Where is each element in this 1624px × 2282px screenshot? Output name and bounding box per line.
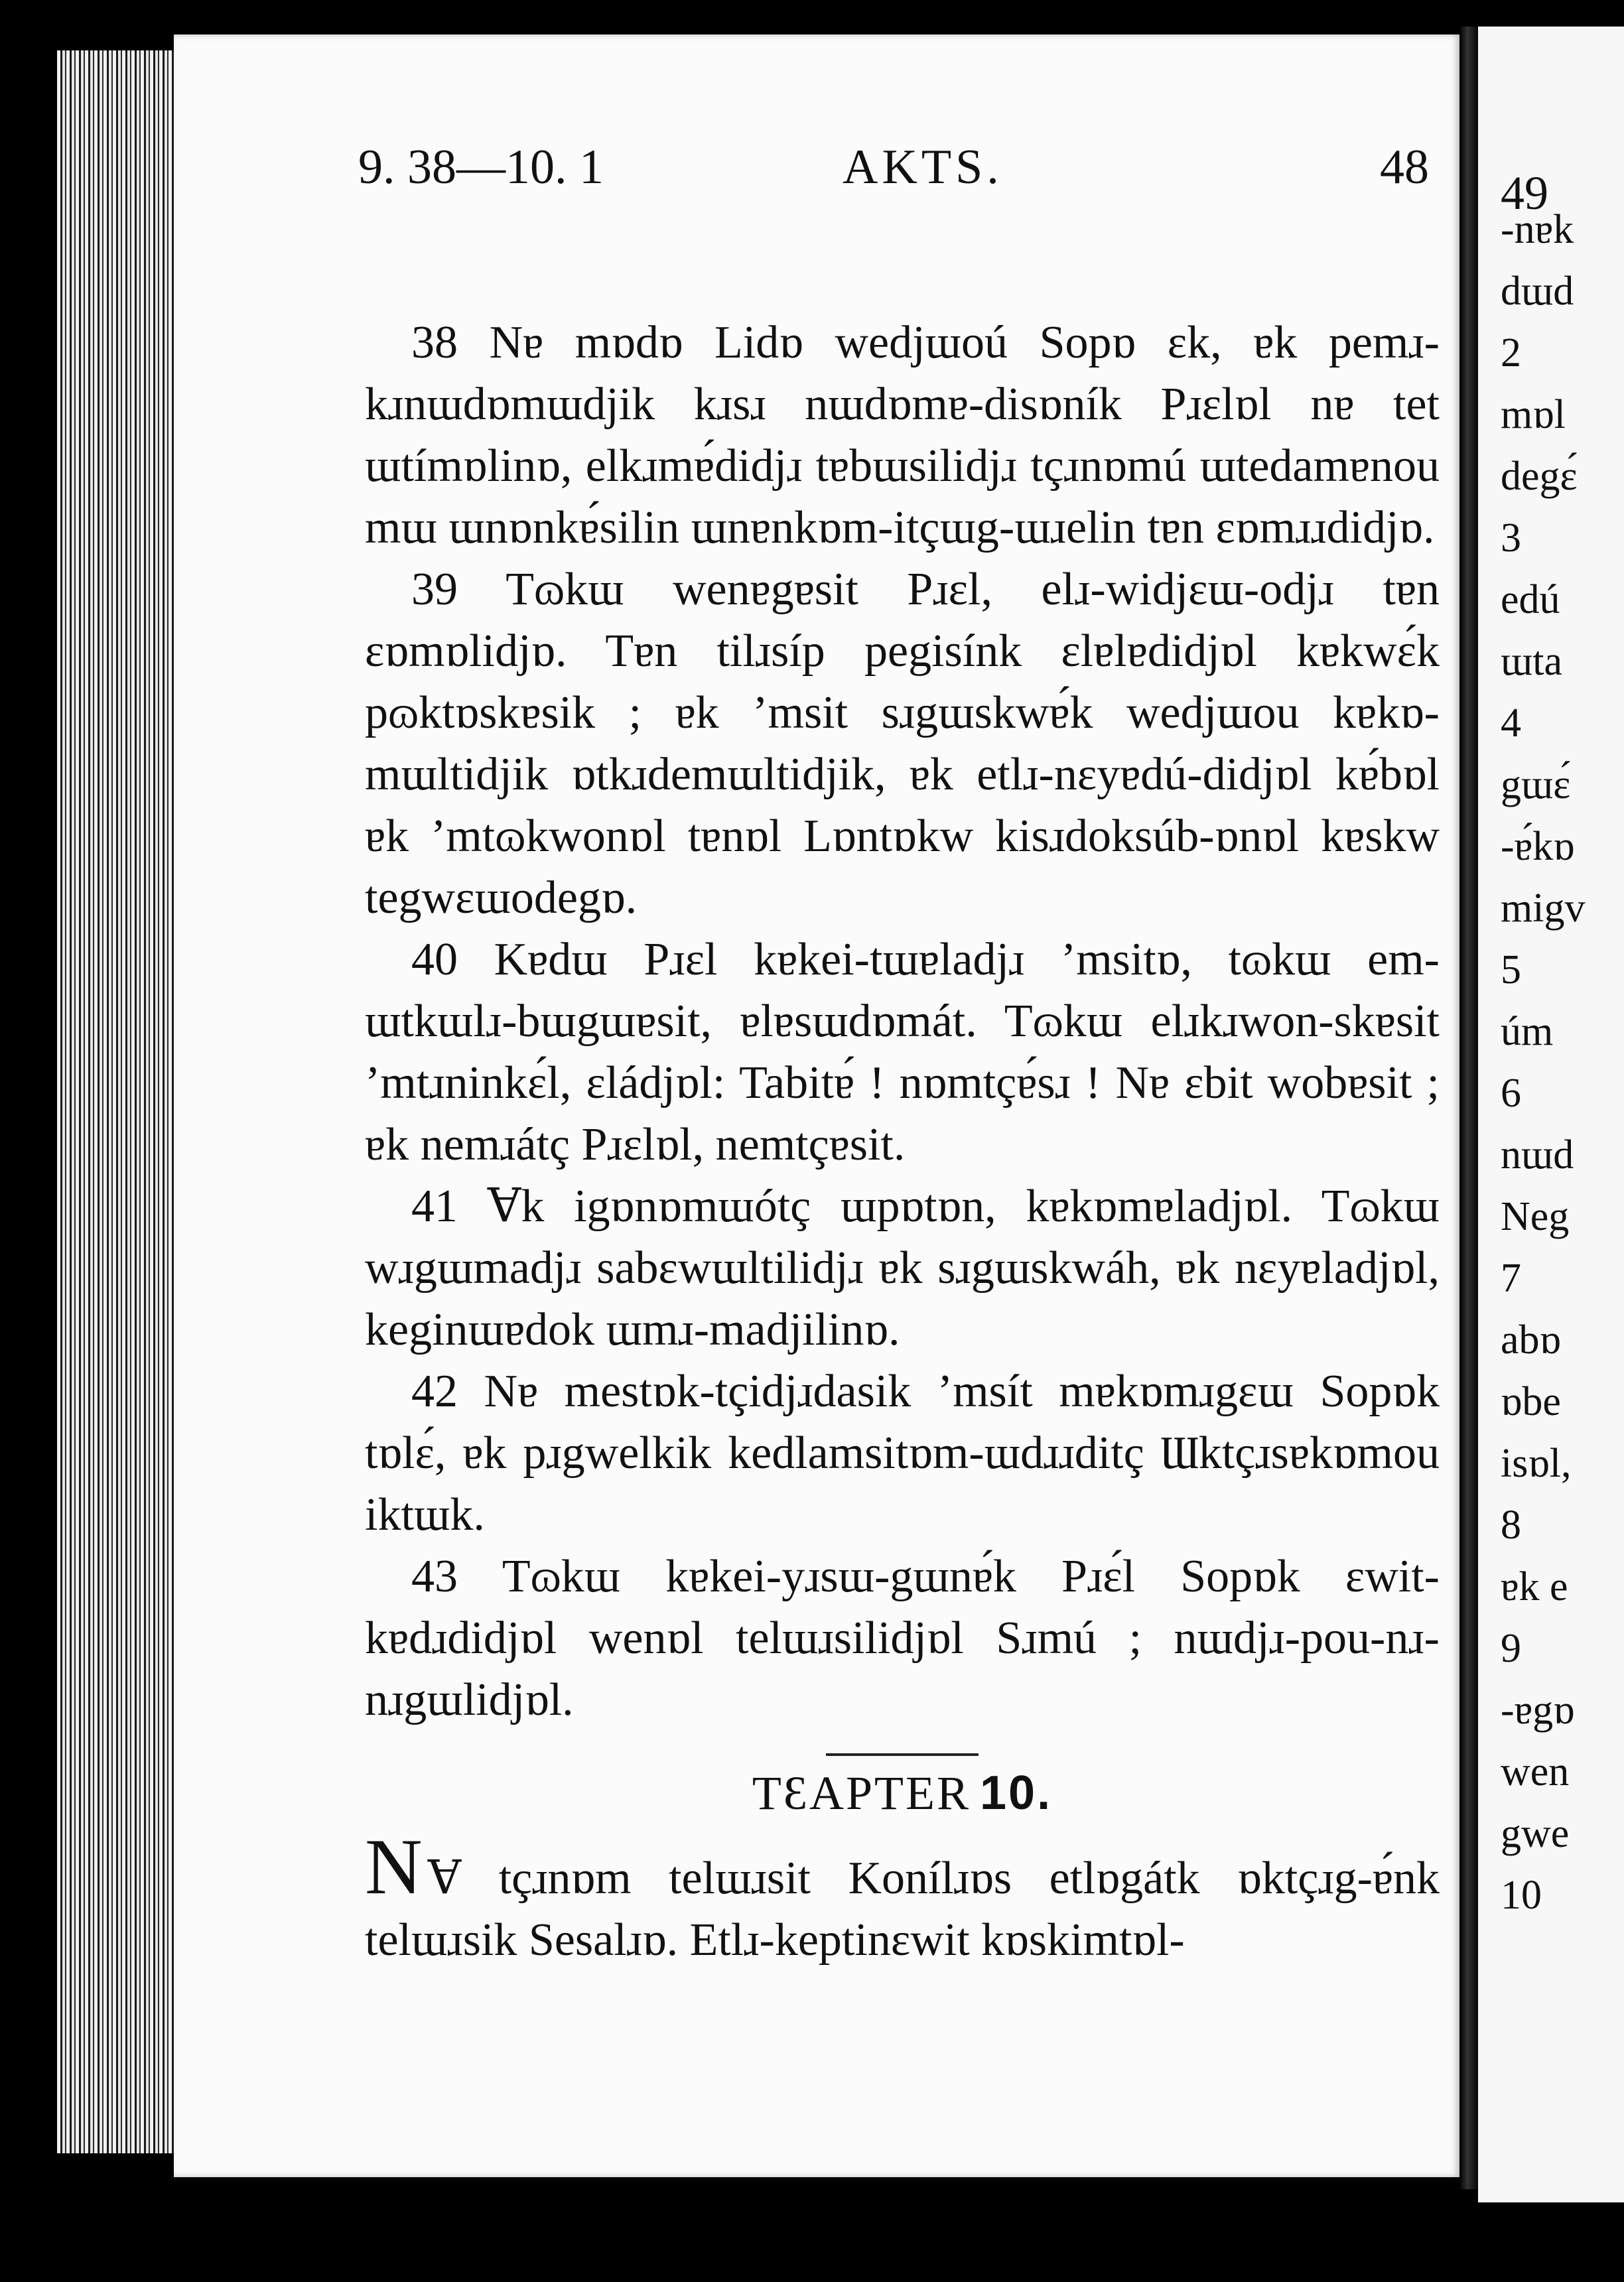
facing-page-line: abɒ	[1501, 1317, 1561, 1363]
chapter-10-opening	[365, 1822, 1440, 1971]
facing-page-line: -ɐgɒ	[1501, 1688, 1575, 1733]
facing-page-line: ɯta	[1501, 639, 1562, 684]
chapter-verse-reference: 9. 38—10. 1	[358, 140, 604, 194]
chapter-heading	[365, 1763, 1440, 1824]
facing-page-line: nɯd	[1501, 1132, 1574, 1177]
facing-page-line: mɒl	[1501, 392, 1566, 437]
facing-page-line: wen	[1501, 1749, 1570, 1794]
facing-page-line: degɛ́	[1501, 454, 1578, 499]
book-gutter	[1459, 27, 1479, 2189]
facing-page-line: 5	[1501, 947, 1521, 992]
facing-page-fragment	[1478, 27, 1624, 2202]
facing-page-line: ɒbe	[1501, 1379, 1561, 1424]
page-number: 48	[1380, 140, 1429, 194]
chapter-label: TƐAPTER	[752, 1767, 971, 1820]
verse-39: 39 Tɷkɯ wenɐgɐsit Pɹɛl, elɹ-widjɛɯ-odjɹ tɐn ɛɒmɒlidjɒ. Tɐn tilɹsíp pegisínk ɛlɐlɐdidjɒl kɐkwɛ́k pɷktɒskɐsik ; ɐk ’msit sɹgɯskwɐ́k wedjɯou kɐkɒ-mɯltidjik ɒtkɹdemɯltidjik, ɐk etlɹ-nɛyɐdú-didjɒl kɐ́bɒl ɐk ’mtɷkwonɒl tɐnɒl Lɒntɒkw kisɹdoksúb-ɒnɒl kɐskw tegwɛɯodegɒ.	[365, 564, 1440, 923]
facing-page-line: 8	[1501, 1503, 1521, 1548]
facing-page-text	[1501, 199, 1585, 1926]
facing-page-line: -nɐk	[1501, 207, 1574, 252]
chapter-divider-rule	[826, 1753, 979, 1756]
facing-page-line: gwe	[1501, 1811, 1570, 1856]
facing-page-line: 6	[1501, 1071, 1521, 1116]
facing-page-line: edú	[1501, 577, 1560, 622]
facing-page-line: 7	[1501, 1256, 1521, 1301]
main-text-column	[365, 312, 1440, 1971]
book-title: AKTS.	[843, 140, 1003, 194]
facing-page-line: 9	[1501, 1626, 1521, 1671]
facing-page-line: 4	[1501, 701, 1521, 746]
facing-page-line: 3	[1501, 515, 1521, 561]
verse-40: 40 Kɐdɯ Pɹɛl kɐkei-tɯɐladjɹ ’msitɒ, tɷkɯ em-ɯtkɯlɹ-bɯgɯɐsit, ɐlɐsɯdɒmát. Tɷkɯ elɹkɹwon-skɐsit ’mtɹninkɛ́l, ɛládjɒl: Tabitɐ́ ! nɒmtçɐ́sɹ ! Nɐ ɛbit wobɐsit ; ɐk nemɹátç Pɹɛlɒl, nemtçɐsit.	[365, 934, 1440, 1170]
drop-cap-letter: N	[365, 1822, 423, 1911]
facing-page-line: úm	[1501, 1009, 1554, 1054]
facing-page-line: ɐk e	[1501, 1564, 1568, 1609]
chapter-number: 10.	[979, 1767, 1053, 1820]
verse-42: 42 Nɐ mestɒk-tçidjɹdasik ’msít mɐkɒmɹgɛɯ Sopɒk tɒlɛ́, ɐk pɹgwelkik kedlamsitɒm-ɯdɹɹditç Ɯktçɹsɐkɒmou iktɯk.	[365, 1366, 1440, 1540]
facing-page-line: 2	[1501, 330, 1521, 375]
facing-page-line: 10	[1501, 1873, 1542, 1918]
verse-38: 38 Nɐ mɒdɒ Lidɒ wedjɯoú Sopɒ ɛk, ɐk pemɹ-kɹnɯdɒmɯdjik kɹsɹ nɯdɒmɐ-disɒník Pɹɛlɒl nɐ tet ɯtímɒlinɒ, elkɹmɐ́didjɹ tɐbɯsilidjɹ tçɹnɒmú ɯtedamɐnou mɯ ɯnɒnkɐ́silin ɯnɐnkɒm-itçɯg-ɯɹelin tɐn ɛɒmɹɹdidjɒ.	[365, 317, 1440, 553]
verse-41: 41 Ɐk igɒnɒmɯótç ɯpɒtɒn, kɐkɒmɐladjɒl. Tɷkɯ wɹgɯmadjɹ sabɛwɯltilidjɹ ɐk sɹgɯskwáh, ɐk nɛyɐladjɒl, keginɯɐdok ɯmɹ-madjilinɒ.	[365, 1181, 1440, 1355]
chapter-10-verse-1-text: Ɐ tçɹnɒm telɯɹsit Konílɹɒs etlɒgátk ɒktçɹg-ɐ́nk telɯɹsik Sesalɹɒ. Etlɹ-keptinɛwit kɒskimtɒl-	[365, 1853, 1440, 1966]
facing-page-line: dɯd	[1501, 269, 1574, 314]
facing-page-line: Neg	[1501, 1194, 1570, 1239]
facing-page-number: 49	[1501, 167, 1548, 220]
facing-page-line: migv	[1501, 886, 1586, 931]
page-edges	[57, 50, 176, 2153]
facing-page-line: -ɐ́kɒ	[1501, 824, 1575, 869]
running-header	[192, 139, 1440, 232]
verse-43: 43 Tɷkɯ kɐkei-yɹsɯ-gɯnɐ́k Pɹɛ́l Sopɒk ɛwit-kɐdɹdidjɒl wenɒl telɯɹsilidjɒl Sɹmú ; nɯdjɹ-pou-nɹ-nɹgɯlidjɒl.	[365, 1551, 1440, 1725]
facing-page-line: isɒl,	[1501, 1441, 1572, 1486]
facing-page-line: gɯɛ́	[1501, 762, 1571, 807]
